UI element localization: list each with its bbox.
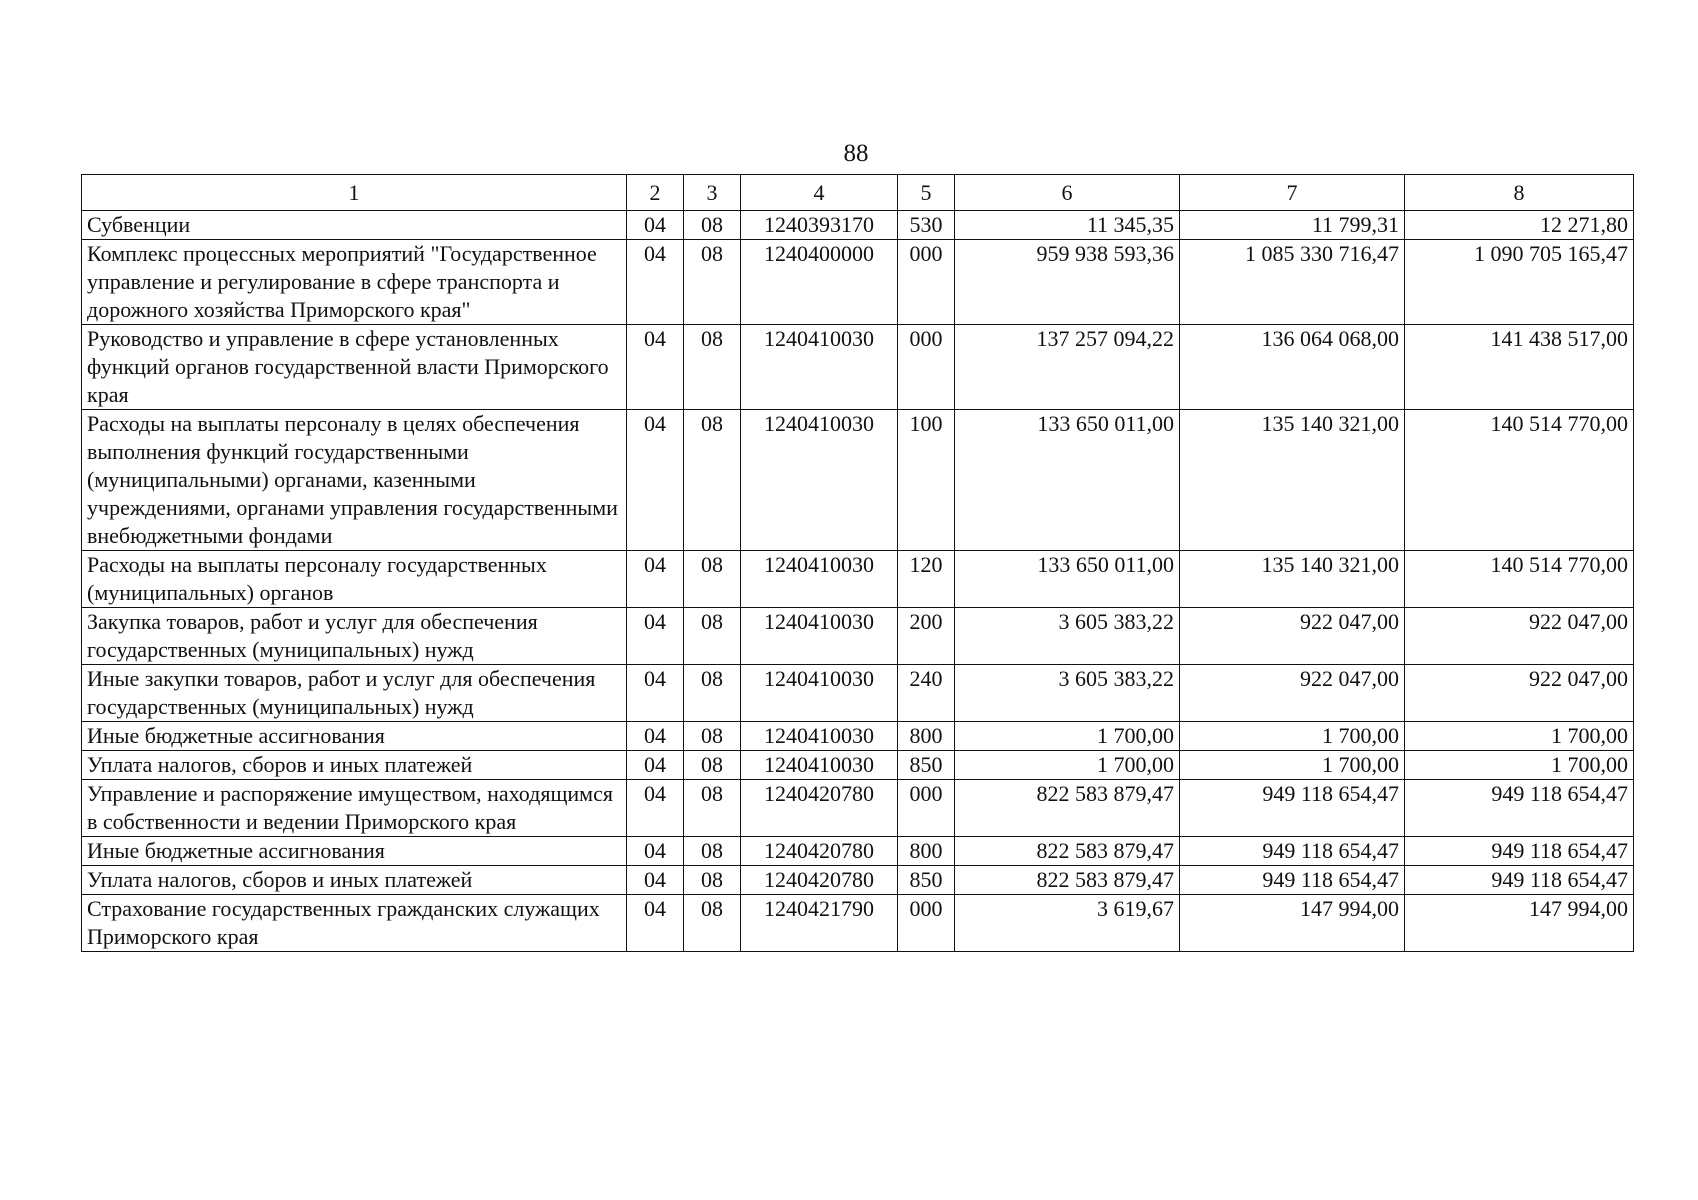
- subsection-code-cell: 08: [684, 325, 741, 410]
- section-code-cell: 04: [627, 722, 684, 751]
- amount-col7-cell: 136 064 068,00: [1180, 325, 1405, 410]
- amount-col6-cell: 133 650 011,00: [955, 551, 1180, 608]
- subsection-code-cell: 08: [684, 608, 741, 665]
- expense-type-cell: 240: [898, 665, 955, 722]
- column-header: 7: [1180, 175, 1405, 211]
- budget-table: [81, 174, 1634, 952]
- amount-col7-cell: 147 994,00: [1180, 895, 1405, 952]
- table-row: [82, 410, 1634, 551]
- expense-type-cell: 000: [898, 240, 955, 325]
- amount-col8-cell: 949 118 654,47: [1405, 780, 1634, 837]
- target-item-cell: 1240421790: [741, 895, 898, 952]
- expense-type-cell: 000: [898, 895, 955, 952]
- target-item-cell: 1240400000: [741, 240, 898, 325]
- row-name-cell: Уплата налогов, сборов и иных платежей: [82, 751, 627, 780]
- amount-col6-cell: 137 257 094,22: [955, 325, 1180, 410]
- column-header: 3: [684, 175, 741, 211]
- expense-type-cell: 120: [898, 551, 955, 608]
- amount-col8-cell: 12 271,80: [1405, 211, 1634, 240]
- table-row: [82, 722, 1634, 751]
- amount-col8-cell: 147 994,00: [1405, 895, 1634, 952]
- amount-col6-cell: 1 700,00: [955, 751, 1180, 780]
- row-name-cell: Закупка товаров, работ и услуг для обеспечения государственных (муниципальных) нужд: [82, 608, 627, 665]
- section-code-cell: 04: [627, 211, 684, 240]
- table-row: [82, 325, 1634, 410]
- amount-col6-cell: 822 583 879,47: [955, 837, 1180, 866]
- row-name-cell: Комплекс процессных мероприятий "Государственное управление и регулирование в сфере транспорта и дорожного хозяйства Приморского края": [82, 240, 627, 325]
- table-row: [82, 665, 1634, 722]
- amount-col6-cell: 3 619,67: [955, 895, 1180, 952]
- subsection-code-cell: 08: [684, 551, 741, 608]
- subsection-code-cell: 08: [684, 665, 741, 722]
- expense-type-cell: 200: [898, 608, 955, 665]
- target-item-cell: 1240410030: [741, 551, 898, 608]
- expense-type-cell: 000: [898, 325, 955, 410]
- expense-type-cell: 000: [898, 780, 955, 837]
- section-code-cell: 04: [627, 665, 684, 722]
- amount-col8-cell: 922 047,00: [1405, 665, 1634, 722]
- amount-col8-cell: 922 047,00: [1405, 608, 1634, 665]
- amount-col7-cell: 949 118 654,47: [1180, 780, 1405, 837]
- section-code-cell: 04: [627, 866, 684, 895]
- amount-col8-cell: 949 118 654,47: [1405, 837, 1634, 866]
- amount-col7-cell: 922 047,00: [1180, 608, 1405, 665]
- table-row: [82, 837, 1634, 866]
- amount-col7-cell: 11 799,31: [1180, 211, 1405, 240]
- section-code-cell: 04: [627, 837, 684, 866]
- expense-type-cell: 530: [898, 211, 955, 240]
- target-item-cell: 1240420780: [741, 866, 898, 895]
- amount-col8-cell: 949 118 654,47: [1405, 866, 1634, 895]
- target-item-cell: 1240393170: [741, 211, 898, 240]
- column-header: 8: [1405, 175, 1634, 211]
- table-row: [82, 608, 1634, 665]
- expense-type-cell: 850: [898, 866, 955, 895]
- header-row: [82, 175, 1634, 211]
- row-name-cell: Руководство и управление в сфере установленных функций органов государственной власти Приморского края: [82, 325, 627, 410]
- column-header: 5: [898, 175, 955, 211]
- target-item-cell: 1240410030: [741, 325, 898, 410]
- row-name-cell: Иные закупки товаров, работ и услуг для обеспечения государственных (муниципальных) нужд: [82, 665, 627, 722]
- row-name-cell: Расходы на выплаты персоналу в целях обеспечения выполнения функций государственными (муниципальными) органами, казенными учреждениями, органами управления государственными внебюджетными фондами: [82, 410, 627, 551]
- subsection-code-cell: 08: [684, 895, 741, 952]
- subsection-code-cell: 08: [684, 866, 741, 895]
- amount-col8-cell: 140 514 770,00: [1405, 410, 1634, 551]
- amount-col7-cell: 1 700,00: [1180, 722, 1405, 751]
- amount-col6-cell: 822 583 879,47: [955, 780, 1180, 837]
- amount-col8-cell: 140 514 770,00: [1405, 551, 1634, 608]
- target-item-cell: 1240410030: [741, 751, 898, 780]
- table-row: [82, 895, 1634, 952]
- subsection-code-cell: 08: [684, 410, 741, 551]
- expense-type-cell: 850: [898, 751, 955, 780]
- target-item-cell: 1240420780: [741, 837, 898, 866]
- row-name-cell: Субвенции: [82, 211, 627, 240]
- amount-col8-cell: 141 438 517,00: [1405, 325, 1634, 410]
- target-item-cell: 1240410030: [741, 608, 898, 665]
- page-number: 88: [843, 140, 869, 167]
- amount-col8-cell: 1 700,00: [1405, 722, 1634, 751]
- expense-type-cell: 100: [898, 410, 955, 551]
- amount-col7-cell: 922 047,00: [1180, 665, 1405, 722]
- section-code-cell: 04: [627, 608, 684, 665]
- row-name-cell: Расходы на выплаты персоналу государственных (муниципальных) органов: [82, 551, 627, 608]
- column-header: 6: [955, 175, 1180, 211]
- amount-col7-cell: 1 085 330 716,47: [1180, 240, 1405, 325]
- table-body: [82, 211, 1634, 952]
- target-item-cell: 1240410030: [741, 665, 898, 722]
- column-header: 1: [82, 175, 627, 211]
- subsection-code-cell: 08: [684, 722, 741, 751]
- table-row: [82, 240, 1634, 325]
- amount-col6-cell: 11 345,35: [955, 211, 1180, 240]
- row-name-cell: Страхование государственных гражданских служащих Приморского края: [82, 895, 627, 952]
- subsection-code-cell: 08: [684, 837, 741, 866]
- amount-col7-cell: 135 140 321,00: [1180, 551, 1405, 608]
- table-row: [82, 780, 1634, 837]
- subsection-code-cell: 08: [684, 751, 741, 780]
- expense-type-cell: 800: [898, 722, 955, 751]
- amount-col6-cell: 3 605 383,22: [955, 608, 1180, 665]
- amount-col6-cell: 3 605 383,22: [955, 665, 1180, 722]
- row-name-cell: Управление и распоряжение имуществом, находящимся в собственности и ведении Приморского края: [82, 780, 627, 837]
- amount-col6-cell: 1 700,00: [955, 722, 1180, 751]
- subsection-code-cell: 08: [684, 240, 741, 325]
- amount-col8-cell: 1 090 705 165,47: [1405, 240, 1634, 325]
- amount-col6-cell: 959 938 593,36: [955, 240, 1180, 325]
- row-name-cell: Уплата налогов, сборов и иных платежей: [82, 866, 627, 895]
- section-code-cell: 04: [627, 240, 684, 325]
- column-header: 2: [627, 175, 684, 211]
- section-code-cell: 04: [627, 551, 684, 608]
- table-row: [82, 551, 1634, 608]
- table-row: [82, 751, 1634, 780]
- subsection-code-cell: 08: [684, 211, 741, 240]
- amount-col6-cell: 822 583 879,47: [955, 866, 1180, 895]
- target-item-cell: 1240410030: [741, 410, 898, 551]
- section-code-cell: 04: [627, 751, 684, 780]
- amount-col7-cell: 949 118 654,47: [1180, 866, 1405, 895]
- section-code-cell: 04: [627, 325, 684, 410]
- amount-col6-cell: 133 650 011,00: [955, 410, 1180, 551]
- section-code-cell: 04: [627, 780, 684, 837]
- subsection-code-cell: 08: [684, 780, 741, 837]
- amount-col7-cell: 135 140 321,00: [1180, 410, 1405, 551]
- column-header: 4: [741, 175, 898, 211]
- amount-col8-cell: 1 700,00: [1405, 751, 1634, 780]
- amount-col7-cell: 949 118 654,47: [1180, 837, 1405, 866]
- expense-type-cell: 800: [898, 837, 955, 866]
- section-code-cell: 04: [627, 895, 684, 952]
- table-row: [82, 211, 1634, 240]
- target-item-cell: 1240410030: [741, 722, 898, 751]
- amount-col7-cell: 1 700,00: [1180, 751, 1405, 780]
- table-row: [82, 866, 1634, 895]
- target-item-cell: 1240420780: [741, 780, 898, 837]
- section-code-cell: 04: [627, 410, 684, 551]
- row-name-cell: Иные бюджетные ассигнования: [82, 837, 627, 866]
- row-name-cell: Иные бюджетные ассигнования: [82, 722, 627, 751]
